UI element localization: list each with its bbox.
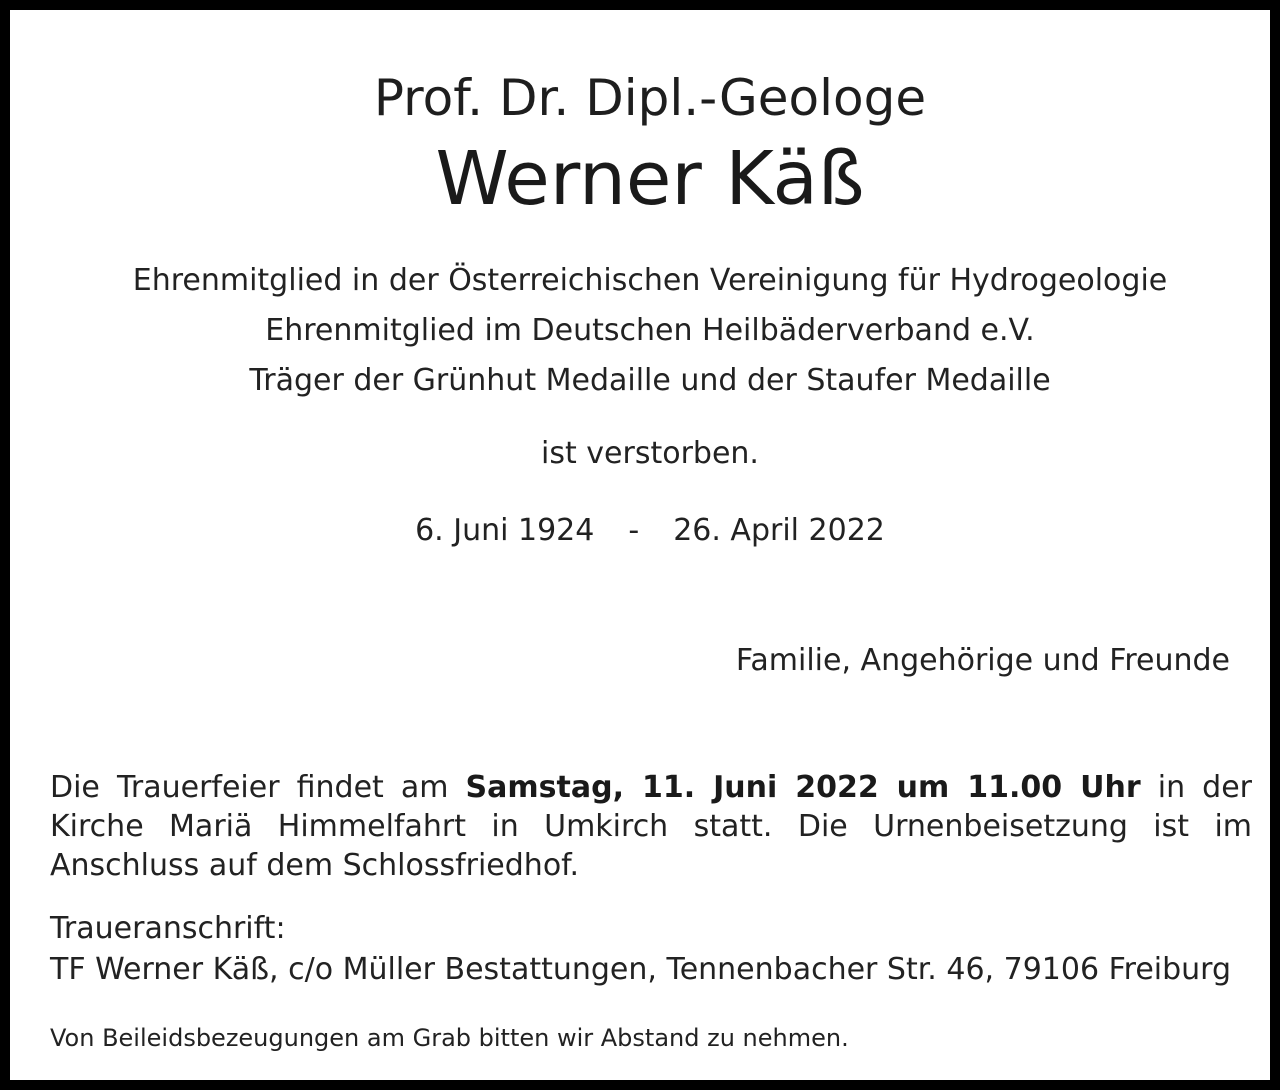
academic-title: Prof. Dr. Dipl.-Geologe xyxy=(373,69,927,127)
honor-line: Ehrenmitglied im Deutschen Heilbäderverband e.V. xyxy=(265,313,1035,348)
condolence-note: Von Beileidsbezeugungen am Grab bitten wir Abstand zu nehmen. xyxy=(50,1024,849,1052)
death-date: 26. April 2022 xyxy=(673,513,885,548)
honor-line: Ehrenmitglied in der Österreichischen Vereinigung für Hydrogeologie xyxy=(132,263,1168,298)
date-separator: - xyxy=(628,513,640,548)
deceased-statement: ist verstorben. xyxy=(541,436,759,471)
honors-list xyxy=(10,256,1280,406)
ceremony-details: in der Kirche Mariä Himmelfahrt in Umkirch statt. Die Urnenbeisetzung ist im Anschluss auf dem Schlossfriedhof. xyxy=(50,770,1252,883)
deceased-name: Werner Käß xyxy=(435,136,865,222)
mourners-signature: Familie, Angehörige und Freunde xyxy=(735,643,1230,678)
address-label: Traueranschrift: xyxy=(50,911,286,946)
birth-date: 6. Juni 1924 xyxy=(415,513,595,548)
ceremony-paragraph xyxy=(50,768,1252,885)
life-dates xyxy=(10,509,1280,553)
condolence-address-block xyxy=(50,908,1231,990)
ceremony-intro: Die Trauerfeier findet am xyxy=(50,770,466,805)
honor-line: Träger der Grünhut Medaille und der Staufer Medaille xyxy=(249,363,1051,398)
ceremony-datetime: Samstag, 11. Juni 2022 um 11.00 Uhr xyxy=(465,770,1141,805)
address-line: TF Werner Käß, c/o Müller Bestattungen, Tennenbacher Str. 46, 79106 Freiburg xyxy=(50,952,1232,987)
